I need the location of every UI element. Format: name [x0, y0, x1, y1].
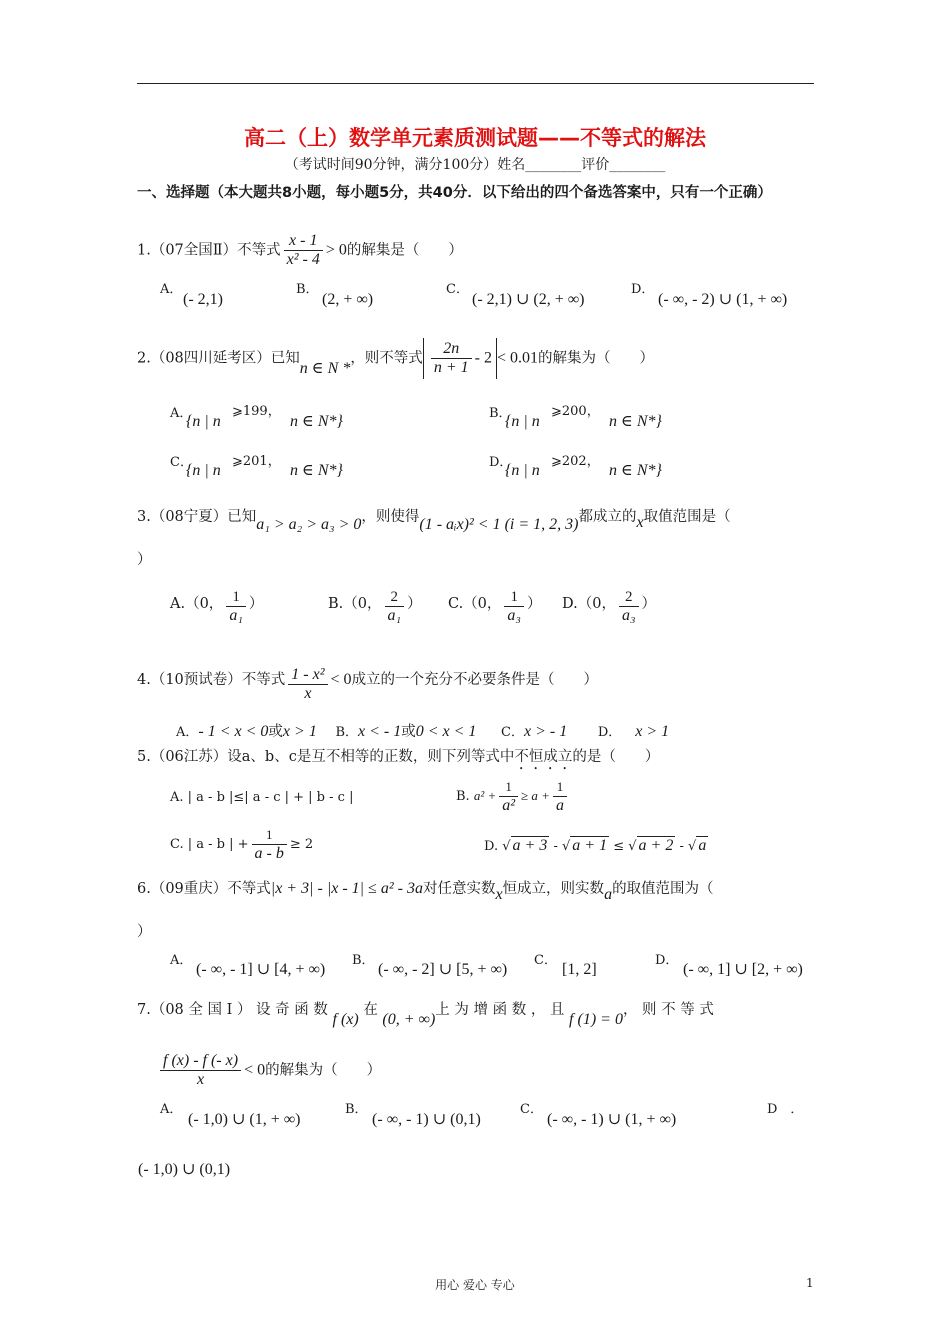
question-1: 1.（07全国Ⅱ）不等式 $\frac{x - 1}{\text{x² - 4}}$ > 0的解集是（ ） [137, 232, 463, 268]
q6-option-d[interactable]: D． [655, 953, 679, 968]
q3-option-a[interactable]: A.（0， $\frac{1}{\text{a₁}}$ ） [170, 589, 264, 624]
q7-option-d[interactable]: D ． [767, 1102, 804, 1117]
q6-option-c[interactable]: C． [534, 953, 557, 968]
q4-option-b[interactable]: B． [335, 725, 358, 740]
q7-option-c[interactable]: C． [520, 1102, 543, 1117]
q2-option-b[interactable]: B． [489, 406, 512, 421]
q4-option-c[interactable]: C． [501, 725, 524, 740]
q6-option-a[interactable]: A． [170, 953, 193, 968]
q1-option-d-value: (- ∞, - 2) ∪ (1, + ∞) [658, 291, 788, 308]
page-number: 1 [806, 1276, 814, 1290]
q5-option-c[interactable]: C. | a - b | + 1 a - b ≥ 2 [170, 827, 314, 862]
q4-option-d[interactable]: D． [597, 725, 622, 740]
question-6: 6.（09重庆）不等式|x + 3| - |x - 1| ≤ a² - 3a对任意实数x恒成立，则实数a的取值范围为（ [137, 880, 714, 903]
q2-option-c[interactable]: C． [170, 455, 193, 470]
q1-option-a-value: (- 2,1) [183, 291, 223, 308]
q2-absolute-value: $\frac{2n}{n + 1}$ - 2 [423, 338, 497, 379]
question-7: 7.（08 全 国 Ⅰ ） 设 奇 函 数 f (x) 在 (0, + ∞)上 为 增 函 数 ， 且 f (1) = 0， 则 不 等 式 [137, 1002, 714, 1028]
question-2: 2.（08四川延考区）已知n ∈ N *，则不等式 $\frac{2n}{n + 1}$ - 2 < 0.01的解集为（ ） [137, 338, 654, 379]
q1-option-a[interactable]: A． [160, 282, 183, 297]
q2-option-d[interactable]: D． [489, 455, 513, 470]
footer-text: 用心 爱心 专心 [435, 1278, 515, 1292]
q4-option-a[interactable]: A． [176, 725, 199, 740]
q3-option-c[interactable]: C.（0， $\frac{1}{\text{a₃}}$ ） [448, 589, 542, 624]
q7-inequality: $\frac{f (x) - f (- x)}{x}$ < 0的解集为（ ） [160, 1052, 381, 1089]
question-5: 5.（06江苏）设a、b、c是互不相等的正数，则下列等式中不恒成立的是（ ） [137, 749, 660, 765]
question-4: 4.（10预试卷）不等式 $\frac{\text{1 - x²}}{x}$ < 0成立的一个充分不必要条件是（ ） [137, 666, 599, 702]
q6-option-b[interactable]: B． [352, 953, 375, 968]
question-3: 3.（08宁夏）已知a₁ > a₂ > a₃ > 0，则使得(1 - aᵢx)² < 1 (i = 1, 2, 3)都成立的x取值范围是（ [137, 509, 731, 533]
q1-option-b-value: (2, + ∞) [322, 291, 374, 308]
q5-option-d[interactable]: D. √ a + 3 - √ a + 1 ≤ √ a + 2 - √ a [484, 837, 707, 854]
q1-option-c-value: (- 2,1) ∪ (2, + ∞) [472, 291, 585, 308]
q7-option-a[interactable]: A． [160, 1102, 183, 1117]
exam-info: （考试时间90分钟，满分100分）姓名________评价________ [284, 157, 666, 173]
q2-option-a[interactable]: A． [170, 406, 193, 421]
q4-options: A．- 1 < x < 0或x > 1 B．x < - 1或0 < x < 1 C．x > - 1 D． x > 1 [176, 723, 670, 740]
q1-option-d[interactable]: D． [631, 282, 655, 297]
header-rule [137, 83, 814, 84]
page-title: 高二（上）数学单元素质测试题——不等式的解法 [244, 126, 706, 150]
section-heading: 一、选择题（本大题共8小题，每小题5分，共40分．以下给出的四个备选答案中，只有一个正确） [137, 185, 772, 201]
q5-option-b[interactable]: B. a² + 1 a² ≥ a + 1 a [456, 778, 570, 815]
q1-option-c[interactable]: C． [446, 282, 469, 297]
q7-option-b[interactable]: B． [345, 1102, 368, 1117]
q3-option-d[interactable]: D.（0， $\frac{2}{\text{a₃}}$ ） [562, 589, 657, 624]
q5-option-a[interactable]: A. | a - b |≤| a - c | + | b - c | [170, 790, 354, 805]
q3-option-b[interactable]: B.（0， $\frac{2}{\text{a₁}}$ ） [328, 589, 422, 624]
q5-emphasis: 不恒成立 [514, 749, 573, 765]
q1-option-b[interactable]: B． [296, 282, 319, 297]
q1-fraction: $\frac{x - 1}{\text{x² - 4}}$ [284, 232, 323, 269]
